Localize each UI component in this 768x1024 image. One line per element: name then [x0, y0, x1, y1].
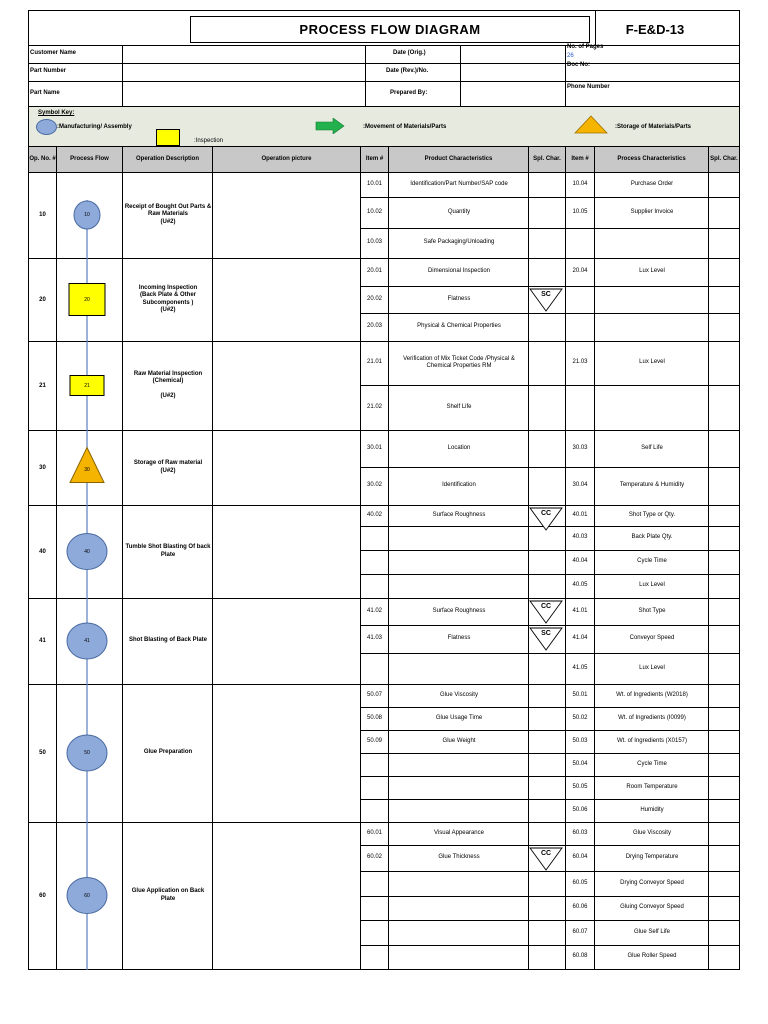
table-row-product-characteristic: Flatness [447, 635, 471, 642]
op-number: 41 [39, 638, 46, 644]
table-row-process-item-number: 50.02 [572, 714, 588, 721]
op-number: 20 [39, 296, 46, 303]
col-spl-char-process: Spl. Char. [709, 147, 739, 172]
table-row-product-characteristic: Identification/Part Number/SAP code [410, 180, 508, 187]
table-row-process-item-number: 60.04 [572, 854, 588, 861]
table-row-product-characteristic: Physical & Chemical Properties [417, 323, 501, 330]
table-row-item-number: 30.02 [366, 482, 382, 489]
table-row-process-characteristic: Drying Conveyor Speed [620, 879, 684, 886]
table-row-item-number: 50.09 [366, 737, 382, 744]
table-row-item-number: 41.02 [366, 607, 382, 614]
table-row-product-characteristic: Dimensional Inspection [427, 268, 491, 275]
flow-symbol-label: 60 [84, 892, 90, 899]
table-row-item-number [361, 871, 388, 896]
table-row-process-characteristic: Humidity [640, 806, 664, 813]
table-row-process-item-number: 60.05 [572, 879, 588, 886]
table-row-item-number [361, 776, 388, 799]
table-row-process-item-number: 20.04 [572, 268, 588, 275]
table-row-process-item-number: 50.05 [572, 783, 588, 790]
table-row-item-number: 21.02 [366, 403, 382, 410]
col-process-characteristics: Process Characteristics [595, 147, 708, 172]
table-row-process-characteristic [596, 313, 708, 341]
table-row-item-number: 41.03 [366, 635, 382, 642]
table-row-product-characteristic: Verification of Mix Ticket Code /Physical & Chemical Properties RM [403, 355, 515, 369]
table-row-process-characteristic: Temperature & Humidity [619, 482, 685, 489]
table-row-product-characteristic [391, 799, 527, 822]
operation-description: Raw Material Inspection (Chemical) (U#2) [133, 370, 203, 399]
document-code: F-E&D-13 [625, 22, 685, 37]
table-row-process-item-number [566, 228, 594, 258]
table-row-product-characteristic [391, 776, 527, 799]
table-row-process-characteristic: Lux Level [639, 582, 665, 589]
table-row-process-item-number: 40.03 [572, 534, 588, 541]
table-row-process-characteristic [596, 228, 708, 258]
table-row-item-number: 10.01 [366, 180, 382, 187]
flow-symbol-label: 30 [84, 466, 90, 473]
table-row-process-item-number: 41.04 [572, 635, 588, 642]
table-row-item-number: 50.08 [366, 714, 382, 721]
table-row-item-number [361, 753, 388, 776]
table-row-item-number: 10.03 [366, 239, 382, 246]
op-number: 50 [39, 750, 46, 756]
table-row-product-characteristic: Flatness [447, 295, 471, 302]
table-row-process-characteristic: Purchase Order [630, 180, 674, 187]
col-op-no: Op. No. # [29, 147, 56, 172]
table-row-item-number: 21.01 [366, 359, 382, 366]
table-row-item-number: 20.02 [366, 295, 382, 302]
prepared-by-label: Prepared By: [390, 90, 428, 96]
col-item-process: Item # [566, 147, 594, 172]
flow-symbol-label: 21 [84, 382, 90, 389]
table-row-item-number [361, 574, 388, 598]
flow-symbol-label: 50 [84, 750, 90, 756]
table-row-product-characteristic [391, 574, 527, 598]
table-row-process-characteristic: Glue Roller Speed [627, 953, 677, 960]
table-row-process-characteristic: Supplier Invoice [630, 208, 674, 215]
table-row-process-item-number: 10.05 [572, 208, 588, 215]
table-row-process-item-number: 41.01 [572, 607, 588, 614]
table-row-item-number [361, 799, 388, 822]
table-row-process-item-number: 21.03 [572, 359, 588, 366]
table-row-process-characteristic: Lux Level [639, 268, 665, 275]
table-row-process-characteristic: Shot Type [638, 607, 666, 614]
flow-symbol-label: 10 [84, 212, 90, 218]
table-row-product-characteristic [391, 653, 527, 684]
table-row-process-characteristic: Cycle Time [637, 558, 667, 565]
table-row-process-characteristic [596, 286, 708, 313]
table-row-item-number [361, 920, 388, 945]
table-row-process-characteristic: Back Plate Qty. [631, 534, 673, 541]
special-char-label: CC [540, 850, 552, 857]
table-row-process-characteristic: Room Temperature [626, 783, 678, 790]
table-row-process-characteristic: Self Life [641, 444, 663, 451]
table-row-product-characteristic [391, 526, 527, 550]
col-spl-char-product: Spl. Char. [529, 147, 565, 172]
table-row-item-number [361, 526, 388, 550]
table-row-process-item-number: 10.04 [572, 180, 588, 187]
op-number: 10 [39, 212, 46, 218]
table-row-process-item-number [566, 286, 594, 313]
table-row-product-characteristic [391, 753, 527, 776]
table-row-process-item-number: 30.03 [572, 444, 588, 451]
table-row-item-number: 60.01 [366, 829, 382, 836]
page-title: PROCESS FLOW DIAGRAM [190, 16, 590, 43]
table-row-product-characteristic [391, 871, 527, 896]
table-row-product-characteristic: Surface Roughness [432, 607, 486, 614]
table-row-product-characteristic [391, 920, 527, 945]
table-row-process-characteristic: Gluing Conveyor Speed [620, 904, 684, 911]
table-row-product-characteristic [391, 896, 527, 920]
col-operation-description: Operation Description [123, 147, 212, 172]
table-row-item-number: 60.02 [366, 854, 382, 861]
table-row-process-item-number: 40.01 [572, 511, 588, 518]
table-row-product-characteristic: Safe Packaging/Unloading [423, 239, 495, 246]
operation-description: Incoming Inspection (Back Plate & Other Subcomponents ) (U#2) [138, 284, 198, 313]
part-name-label: Part Name [30, 90, 60, 96]
table-row-process-characteristic: Cycle Time [637, 760, 667, 767]
flow-symbol-label: 41 [84, 638, 90, 644]
table-row-process-characteristic: Wt. of Ingredients (X0157) [616, 737, 688, 744]
table-row-item-number: 40.02 [366, 511, 382, 518]
table-row-item-number [361, 896, 388, 920]
op-number: 60 [39, 892, 46, 899]
op-number: 30 [39, 464, 46, 471]
no-of-pages-value: 26 [567, 53, 574, 59]
operation-description: Tumble Shot Blasting Of back Plate [125, 544, 211, 558]
table-row-product-characteristic [391, 945, 527, 969]
doc-no-label: Doc No: [567, 62, 590, 68]
date-rev-label: Date (Rev.)/No. [386, 68, 429, 74]
table-row-product-characteristic: Quantity [447, 208, 471, 215]
table-row-process-item-number: 60.06 [572, 904, 588, 911]
table-row-process-item-number: 40.04 [572, 558, 588, 565]
operation-description: Glue Preparation [143, 749, 193, 756]
table-row-process-item-number: 50.03 [572, 737, 588, 744]
table-row-product-characteristic: Identification [442, 482, 476, 489]
table-row-item-number: 50.07 [366, 691, 382, 698]
operation-description: Storage of Raw material (U#2) [133, 460, 203, 474]
table-row-process-characteristic: Shot Type or Qty. [628, 511, 676, 518]
table-row-item-number: 10.02 [366, 208, 382, 215]
special-char-label: CC [540, 603, 552, 610]
table-row-process-item-number: 40.05 [572, 582, 588, 589]
table-row-process-item-number: 60.03 [572, 829, 588, 836]
table-row-product-characteristic: Shelf Life [446, 403, 472, 410]
date-orig-label: Date (Orig.) [393, 50, 426, 56]
table-row-process-item-number: 60.07 [572, 928, 588, 935]
part-number-label: Part Number [30, 68, 67, 74]
col-process-flow: Process Flow [57, 147, 122, 172]
col-operation-picture: Operation picture [213, 147, 360, 172]
table-row-process-item-number: 60.08 [572, 953, 588, 960]
table-row-process-characteristic: Wt. of Ingredients (W2018) [616, 691, 688, 698]
table-row-item-number: 20.01 [366, 268, 382, 275]
table-row-process-characteristic: Glue Self Life [633, 928, 671, 935]
table-row-process-characteristic: Lux Level [639, 359, 665, 366]
operation-description: Receipt of Bought Out Parts & Raw Materials (U#2) [124, 203, 212, 225]
table-row-process-characteristic: Drying Temperature [625, 854, 679, 861]
table-row-process-item-number: 50.06 [572, 806, 588, 813]
flow-symbol-label: 20 [84, 296, 90, 303]
table-row-process-item-number: 50.04 [572, 760, 588, 767]
table-row-item-number [361, 945, 388, 969]
table-row-item-number [361, 653, 388, 684]
table-row-item-number: 20.03 [366, 323, 382, 330]
operation-description: Shot Blasting of Back Plate [128, 637, 207, 644]
table-row-process-characteristic: Wt. of Ingredients (I0099) [618, 714, 686, 721]
table-row-product-characteristic: Glue Weight [442, 737, 476, 744]
op-number: 40 [39, 548, 46, 555]
table-row-product-characteristic: Glue Usage Time [435, 714, 483, 721]
table-row-process-item-number [566, 385, 594, 430]
no-of-pages-label: No. of Pages [567, 44, 604, 50]
symbol-key-title: Symbol Key: [38, 110, 75, 116]
table-row-process-characteristic: Lux Level [639, 664, 665, 671]
table-row-process-characteristic: Conveyor Speed [629, 635, 675, 642]
movement-key-label: :Movement of Materials/Parts [363, 124, 447, 130]
col-item-product: Item # [361, 147, 388, 172]
table-row-process-item-number: 30.04 [572, 482, 588, 489]
table-row-product-characteristic: Location [447, 444, 471, 451]
special-char-label: SC [541, 630, 551, 637]
table-row-product-characteristic: Glue Viscosity [440, 691, 478, 698]
table-row-product-characteristic [391, 550, 527, 574]
table-row-process-item-number: 41.05 [572, 664, 588, 671]
phone-number-label: Phone Number [567, 84, 610, 90]
customer-name-label: Customer Name [30, 50, 77, 56]
table-row-product-characteristic: Glue Thickness [438, 854, 480, 861]
table-row-process-characteristic [596, 385, 708, 430]
table-row-product-characteristic: Surface Roughness [432, 511, 486, 518]
table-row-item-number: 30.01 [366, 444, 382, 451]
op-number: 21 [39, 382, 46, 389]
flow-symbol-label: 40 [84, 548, 90, 555]
storage-key-label: :Storage of Materials/Parts [615, 124, 692, 130]
col-product-characteristics: Product Characteristics [389, 147, 528, 172]
inspection-key-label: :Inspection [194, 138, 224, 144]
table-row-process-item-number: 50.01 [572, 691, 588, 698]
manufacturing-key-label: :Manufacturing/ Assembly [57, 124, 132, 130]
special-char-label: CC [540, 510, 552, 517]
special-char-label: SC [541, 291, 551, 298]
table-row-process-item-number [566, 313, 594, 341]
table-row-process-characteristic: Glue Viscosity [633, 829, 671, 836]
table-row-product-characteristic: Visual Appearance [434, 829, 484, 836]
table-row-item-number [361, 550, 388, 574]
operation-description: Glue Application on Back Plate [131, 888, 205, 902]
